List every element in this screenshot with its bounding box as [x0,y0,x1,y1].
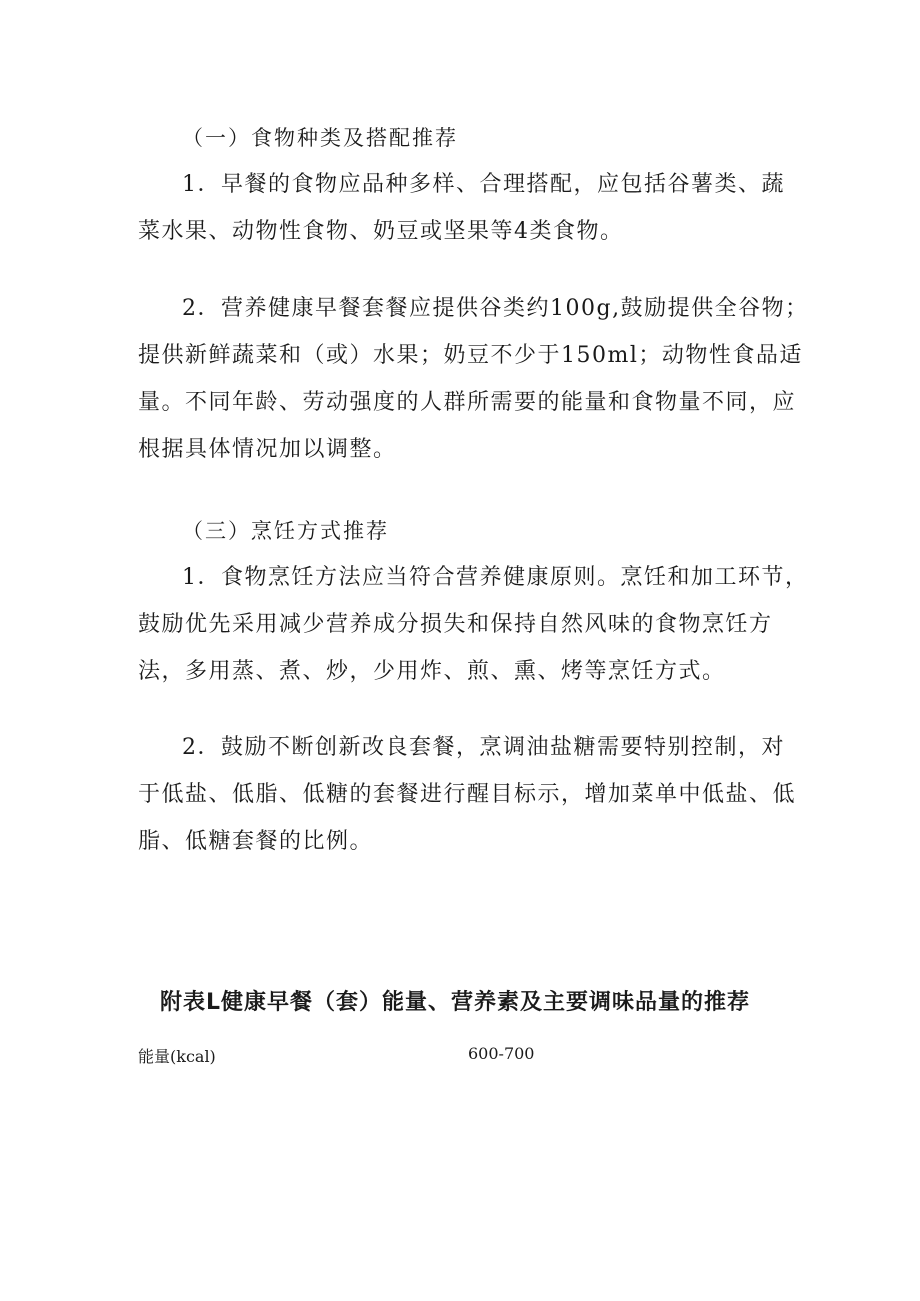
paragraph-line: 菜水果、动物性食物、奶豆或坚果等4类食物。 [138,219,624,244]
paragraph-cooking-principles [138,554,809,695]
paragraph-line: 鼓励优先采用减少营养成分损失和保持自然风味的食物烹饪方 [138,612,773,637]
paragraph-line: 1．早餐的食物应品种多样、合理搭配，应包括谷薯类、蔬 [182,172,785,197]
paragraph-line: 1．食物烹饪方法应当符合营养健康原则。烹饪和加工环节， [182,565,809,590]
section-heading-food-types: （一）食物种类及搭配推荐 [182,126,458,150]
paragraph-line: 根据具体情况加以调整。 [138,437,397,462]
table-row [138,1044,638,1068]
row-label-energy: 能量(kcal) [138,1047,216,1066]
paragraph-line: 2．营养健康早餐套餐应提供谷类约100g,鼓励提供全谷物； [182,296,809,321]
paragraph-food-variety [138,161,798,255]
paragraph-line: 法，多用蒸、煮、炒，少用炸、煎、熏、烤等烹饪方式。 [138,659,726,684]
paragraph-line: 2．鼓励不断创新改良套餐，烹调油盐糖需要特别控制，对 [182,735,785,760]
row-value-energy: 600-700 [468,1044,535,1063]
paragraph-set-innovation [138,724,798,865]
paragraph-line: 于低盐、低脂、低糖的套餐进行醒目标示，增加菜单中低盐、低 [138,782,797,807]
section-heading-cooking-methods: （三）烹饪方式推荐 [182,519,389,543]
paragraph-breakfast-set [138,285,809,473]
paragraph-line: 脂、低糖套餐的比例。 [138,829,374,854]
paragraph-line: 量。不同年龄、劳动强度的人群所需要的能量和食物量不同，应 [138,390,797,415]
appendix-table-title: 附表L健康早餐（套）能量、营养素及主要调味品量的推荐 [160,990,751,1015]
paragraph-line: 提供新鲜蔬菜和（或）水果；奶豆不少于150ml；动物性食品适 [138,343,803,368]
